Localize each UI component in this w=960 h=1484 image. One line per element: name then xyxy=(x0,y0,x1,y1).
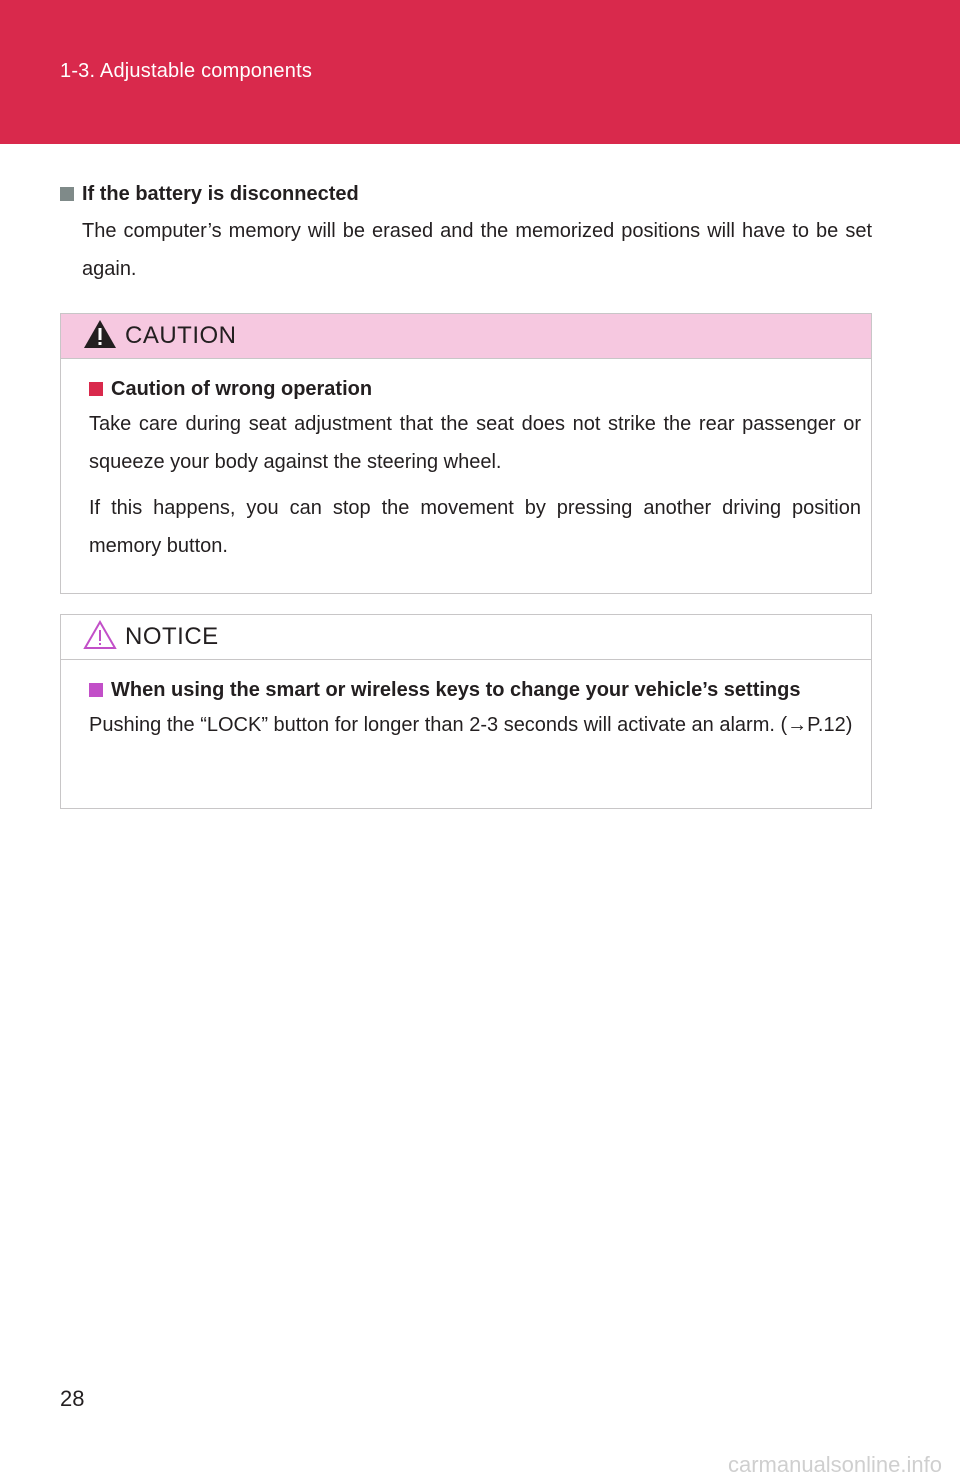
notice-heading: When using the smart or wireless keys to change your vehicle’s settings xyxy=(111,679,801,701)
caution-paragraph: Take care during seat adjustment that the seat does not strike the rear passenger or squeeze your body against the steering wheel. xyxy=(89,413,861,473)
caution-content xyxy=(61,359,871,593)
bullet-square-icon xyxy=(60,187,74,201)
header-band xyxy=(0,0,960,144)
notice-text: Pushing the “LOCK” button for longer than 2-3 seconds will activate an alarm. (→P.12) xyxy=(89,714,853,736)
notice-label: NOTICE xyxy=(125,623,219,650)
bullet-square-icon xyxy=(89,382,103,396)
caution-box xyxy=(60,313,872,594)
caution-paragraph: If this happens, you can stop the movement by pressing another driving position memory button. xyxy=(89,497,861,557)
watermark: carmanualsonline.info xyxy=(727,1452,942,1477)
battery-text: The computer’s memory will be erased and the memorized positions will have to be set again. xyxy=(82,220,872,280)
caution-heading: Caution of wrong operation xyxy=(111,378,373,400)
battery-section xyxy=(60,180,872,288)
warning-triangle-outline-icon xyxy=(83,620,117,655)
bullet-square-icon xyxy=(89,683,103,697)
notice-header xyxy=(61,615,871,660)
notice-box xyxy=(60,614,872,809)
battery-heading: If the battery is disconnected xyxy=(82,183,359,205)
notice-heading-row xyxy=(89,676,861,704)
caution-heading-row xyxy=(89,375,861,403)
section-title: 1-3. Adjustable components xyxy=(60,60,313,82)
notice-content xyxy=(61,660,871,764)
battery-heading-row xyxy=(60,180,872,208)
page-number: 28 xyxy=(60,1386,85,1411)
caution-label: CAUTION xyxy=(125,322,237,349)
warning-triangle-filled-icon xyxy=(83,319,117,354)
caution-header xyxy=(61,314,871,359)
